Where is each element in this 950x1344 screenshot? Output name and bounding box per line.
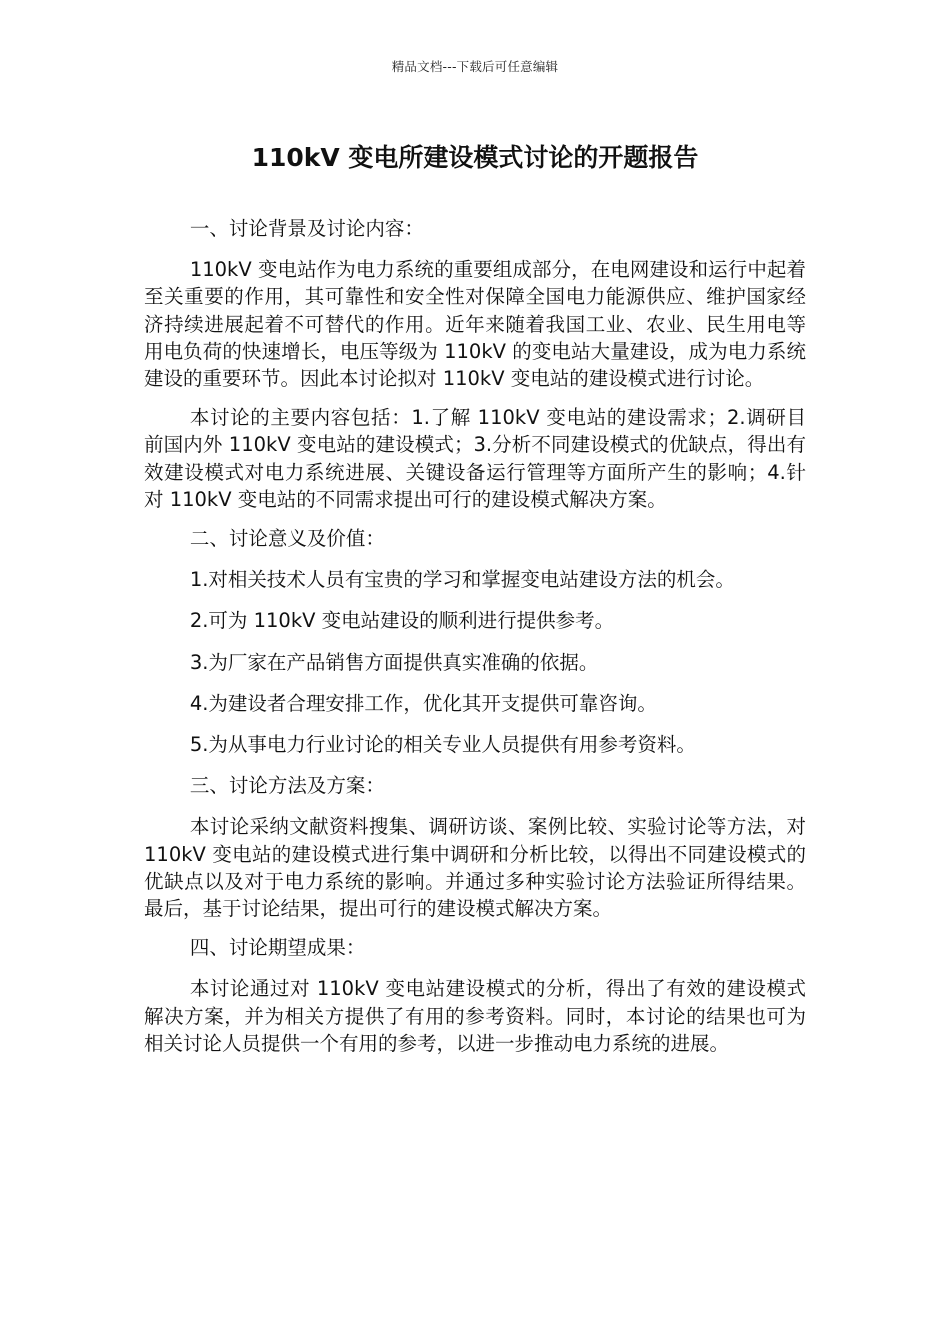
- list-item-significance-1: 1.对相关技术人员有宝贵的学习和掌握变电站建设方法的机会。: [189, 568, 735, 592]
- section-heading-significance: 二、讨论意义及价值：: [189, 527, 385, 551]
- document-title: 110kV 变电所建设模式讨论的开题报告: [251, 143, 699, 172]
- section-heading-expected-results: 四、讨论期望成果：: [189, 936, 366, 960]
- list-item-significance-5: 5.为从事电力行业讨论的相关专业人员提供有用参考资料。: [189, 733, 696, 757]
- document-body: [144, 215, 806, 1069]
- paragraph-expected-results: 本讨论通过对 110kV 变电站建设模式的分析，得出了有效的建设模式解决方案，并为相关方提供了有用的参考资料。同时，本讨论的结果也可为相关讨论人员提供一个有用的参考，以进一步推动电力系统的进展。: [144, 977, 806, 1055]
- list-item-significance-2: 2.可为 110kV 变电站建设的顺利进行提供参考。: [189, 609, 615, 633]
- list-item-significance-4: 4.为建设者合理安排工作，优化其开支提供可靠咨询。: [189, 691, 657, 715]
- page-header-note: 精品文档---下载后可任意编辑: [391, 59, 559, 74]
- paragraph-background: 110kV 变电站作为电力系统的重要组成部分，在电网建设和运行中起着至关重要的作用，其可靠性和安全性对保障全国电力能源供应、维护国家经济持续进展起着不可替代的作用。近年来随着我国工业、农业、民生用电等用电负荷的快速增长，电压等级为 110kV 的变电站大量建设，成为电力系统建设的重要环节。因此本讨论拟对 110kV 变电站的建设模式进行讨论。: [144, 258, 806, 391]
- list-item-significance-3: 3.为厂家在产品销售方面提供真实准确的依据。: [189, 650, 599, 674]
- section-heading-methods: 三、讨论方法及方案：: [189, 774, 385, 798]
- section-heading-background: 一、讨论背景及讨论内容：: [189, 217, 424, 240]
- paragraph-main-content: 本讨论的主要内容包括：1.了解 110kV 变电站的建设需求；2.调研目前国内外 110kV 变电站的建设模式；3.分析不同建设模式的优缺点，得出有效建设模式对电力系统进展、关键设备运行管理等方面所产生的影响；4.针对 110kV 变电站的不同需求提出可行的建设模式解决方案。: [144, 406, 806, 511]
- paragraph-methods: 本讨论采纳文献资料搜集、调研访谈、案例比较、实验讨论等方法，对 110kV 变电站的建设模式进行集中调研和分析比较，以得出不同建设模式的优缺点以及对于电力系统的影响。并通过多种实验讨论方法验证所得结果。最后，基于讨论结果，提出可行的建设模式解决方案。: [144, 815, 806, 921]
